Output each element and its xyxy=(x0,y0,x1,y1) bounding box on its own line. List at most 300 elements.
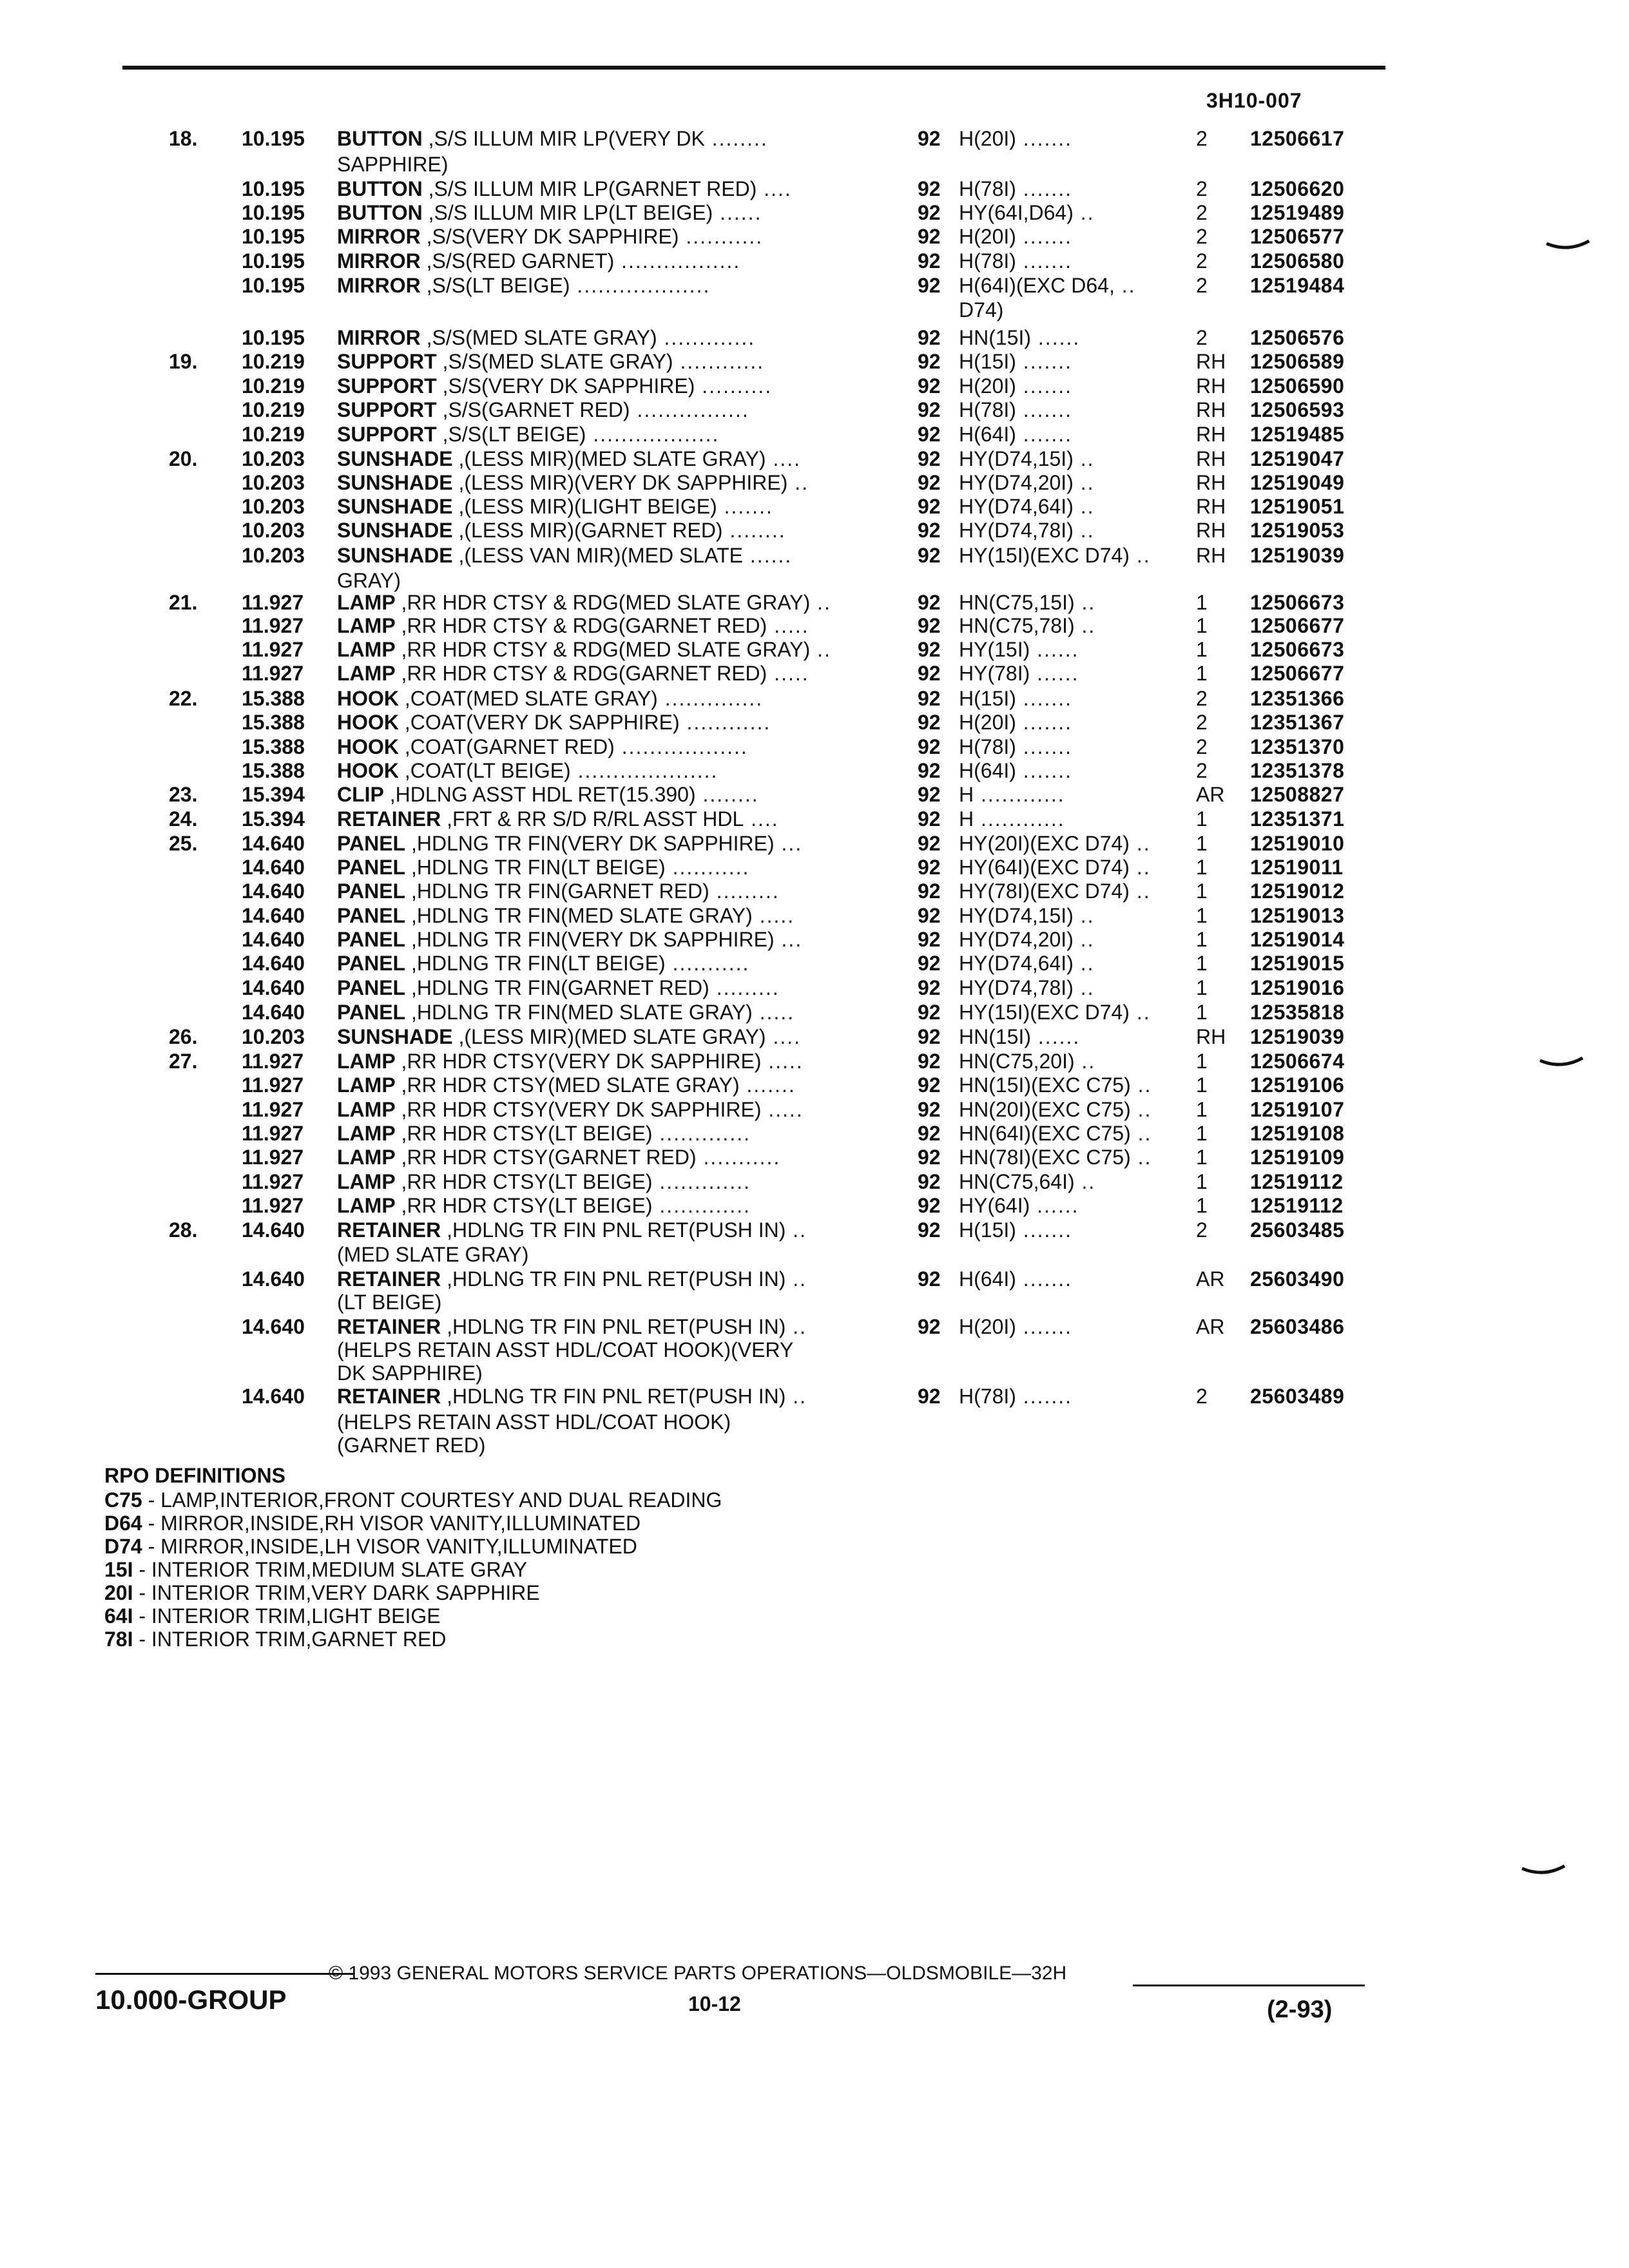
part-name: LAMP xyxy=(337,1170,396,1193)
quantity: 1 xyxy=(1196,1050,1208,1073)
part-detail: ,RR HDR CTSY & RDG(MED SLATE GRAY) xyxy=(395,638,811,661)
part-description xyxy=(337,398,749,422)
table-row xyxy=(0,735,1629,759)
leader-dots: ....... xyxy=(1016,225,1073,248)
quantity: RH xyxy=(1196,471,1226,494)
part-detail: ,(LESS MIR)(VERY DK SAPPHIRE) xyxy=(452,471,788,494)
part-number: 12519051 xyxy=(1250,495,1345,518)
part-detail: ,HDLNG TR FIN(GARNET RED) xyxy=(405,976,709,999)
usage-code xyxy=(959,518,1095,543)
leader-dots: .................. xyxy=(614,735,748,758)
leader-dots: .. xyxy=(1130,1122,1152,1145)
rpo-description: - INTERIOR TRIM,GARNET RED xyxy=(133,1628,447,1651)
usage-code xyxy=(959,273,1136,298)
part-description xyxy=(337,494,773,519)
part-detail: ,S/S ILLUM MIR LP(VERY DK xyxy=(422,127,705,150)
leader-dots: ...... xyxy=(1030,1194,1079,1217)
usage-code xyxy=(959,710,1072,735)
part-number: 12506673 xyxy=(1250,638,1345,661)
quantity: RH xyxy=(1196,398,1226,421)
group-number: 15.388 xyxy=(242,711,305,734)
part-description xyxy=(337,1024,801,1049)
quantity: 1 xyxy=(1196,807,1208,831)
part-detail: ,S/S(LT BEIGE) xyxy=(436,423,586,446)
usage-code-text: H xyxy=(959,807,974,831)
part-number: 12506677 xyxy=(1250,662,1345,685)
table-row xyxy=(0,298,1629,322)
usage-code-text: HY(78I) xyxy=(959,662,1030,685)
quantity: 2 xyxy=(1196,759,1208,782)
quantity: 2 xyxy=(1196,177,1208,200)
rpo-description: - MIRROR,INSIDE,RH VISOR VANITY,ILLUMINATED xyxy=(142,1512,641,1535)
part-name: SUPPORT xyxy=(337,374,437,398)
usage-code-text: H xyxy=(959,783,974,806)
usage-code-text: HN(C75,15I) xyxy=(959,591,1075,614)
model-year: 92 xyxy=(918,447,941,470)
group-number: 10.195 xyxy=(242,201,305,224)
leader-dots: .. xyxy=(1130,1073,1152,1097)
table-row xyxy=(0,1384,1629,1408)
quantity: 1 xyxy=(1196,662,1208,685)
leader-dots: ...... xyxy=(743,544,793,567)
model-year: 92 xyxy=(918,1122,941,1145)
usage-code-text: H(64I) xyxy=(959,423,1016,446)
usage-code-text: H(78I) xyxy=(959,177,1016,200)
part-name: LAMP xyxy=(337,638,396,661)
leader-dots: .. xyxy=(1129,879,1151,903)
model-year: 92 xyxy=(918,904,941,927)
quantity: RH xyxy=(1196,519,1226,542)
part-description xyxy=(337,1193,751,1218)
model-year: 92 xyxy=(918,614,941,637)
rpo-definition xyxy=(104,1628,446,1651)
group-number: 11.927 xyxy=(242,662,304,685)
part-name: PANEL xyxy=(337,856,406,879)
group-number: 11.927 xyxy=(242,1050,304,1073)
part-number: 12519053 xyxy=(1250,519,1345,542)
leader-dots: .. xyxy=(1073,952,1095,975)
table-row xyxy=(0,975,1629,1000)
table-row xyxy=(0,590,1629,615)
quantity: RH xyxy=(1196,423,1226,446)
leader-dots: ....... xyxy=(1016,398,1073,421)
model-year: 92 xyxy=(918,879,941,903)
usage-code-text: D74) xyxy=(959,298,1004,322)
rpo-definition xyxy=(104,1581,540,1604)
leader-dots: .. xyxy=(1130,1098,1152,1121)
usage-code xyxy=(959,590,1095,615)
group-number: 11.927 xyxy=(242,1146,304,1169)
part-number: 12351366 xyxy=(1250,687,1345,710)
part-name: BUTTON xyxy=(337,177,423,200)
part-description xyxy=(337,661,809,686)
leader-dots: ............. xyxy=(652,1170,751,1193)
part-description xyxy=(337,686,763,711)
part-detail: ,S/S(MED SLATE GRAY) xyxy=(420,326,657,349)
usage-code-text: HY(64I)(EXC D74) xyxy=(959,856,1130,879)
table-row xyxy=(0,1097,1629,1122)
table-row xyxy=(0,782,1629,807)
margin-tick-mark xyxy=(1545,240,1590,254)
part-detail: ,S/S(GARNET RED) xyxy=(436,398,630,421)
group-number: 10.203 xyxy=(242,447,305,470)
leader-dots: ......... xyxy=(709,976,780,999)
part-description xyxy=(337,126,768,151)
table-row xyxy=(0,855,1629,879)
part-detail: ,HDLNG TR FIN(GARNET RED) xyxy=(405,879,709,903)
table-row xyxy=(0,447,1629,471)
leader-dots: ....... xyxy=(1016,1267,1073,1291)
quantity: 1 xyxy=(1196,879,1208,903)
leader-dots: ............ xyxy=(673,350,765,373)
part-description xyxy=(337,152,448,177)
part-number: 12506677 xyxy=(1250,614,1345,637)
model-year: 92 xyxy=(918,127,941,150)
ref-number: 18. xyxy=(169,127,198,150)
part-detail: ,COAT(LT BEIGE) xyxy=(399,759,571,782)
model-year: 92 xyxy=(918,1194,941,1217)
ref-number: 21. xyxy=(169,591,198,614)
part-description xyxy=(337,1000,795,1024)
usage-code xyxy=(959,903,1095,928)
usage-code xyxy=(959,927,1095,952)
leader-dots: ........ xyxy=(695,783,759,806)
table-row xyxy=(0,200,1629,225)
usage-code xyxy=(959,177,1072,201)
part-number: 12351367 xyxy=(1250,711,1345,734)
leader-dots: ...... xyxy=(1030,662,1079,685)
part-name: MIRROR xyxy=(337,326,421,349)
rpo-code: 64I xyxy=(104,1604,133,1628)
rpo-description: - MIRROR,INSIDE,LH VISOR VANITY,ILLUMINATED xyxy=(142,1535,637,1558)
part-detail: ,(LESS MIR)(LIGHT BEIGE) xyxy=(452,495,717,518)
part-description xyxy=(337,1338,793,1362)
quantity: AR xyxy=(1196,783,1225,806)
part-detail: GRAY) xyxy=(337,569,401,592)
part-detail: DK SAPPHIRE) xyxy=(337,1361,483,1385)
leader-dots: ..... xyxy=(761,1098,804,1121)
leader-dots: ..... xyxy=(761,1050,804,1073)
group-number: 10.203 xyxy=(242,544,305,567)
leader-dots: ....... xyxy=(1016,1218,1073,1242)
model-year: 92 xyxy=(918,1170,941,1193)
part-number: 12508827 xyxy=(1250,783,1345,806)
leader-dots: .................. xyxy=(586,423,720,446)
usage-code xyxy=(959,249,1072,273)
leader-dots: ........... xyxy=(696,1146,781,1169)
leader-dots: .. xyxy=(1074,614,1096,637)
table-row xyxy=(0,1218,1629,1242)
usage-code xyxy=(959,831,1151,856)
part-description xyxy=(337,951,749,975)
quantity: RH xyxy=(1196,447,1226,470)
model-year: 92 xyxy=(918,1050,941,1073)
table-row xyxy=(0,374,1629,398)
rpo-description: - LAMP,INTERIOR,FRONT COURTESY AND DUAL READING xyxy=(142,1488,722,1512)
part-name: MIRROR xyxy=(337,249,421,273)
leader-dots: ....... xyxy=(1016,711,1073,734)
leader-dots: .. xyxy=(1074,1170,1096,1193)
usage-code-text: HN(78I)(EXC C75) xyxy=(959,1146,1131,1169)
part-detail: ,S/S ILLUM MIR LP(LT BEIGE) xyxy=(422,201,713,224)
usage-code xyxy=(959,325,1080,350)
part-name: LAMP xyxy=(337,1122,396,1145)
part-detail: ,RR HDR CTSY(LT BEIGE) xyxy=(395,1194,653,1217)
part-description xyxy=(337,879,780,903)
model-year: 92 xyxy=(918,1267,941,1291)
quantity: 1 xyxy=(1196,856,1208,879)
group-number: 11.927 xyxy=(242,1122,304,1145)
quantity: RH xyxy=(1196,374,1226,398)
part-description xyxy=(337,637,831,662)
rpo-definition xyxy=(104,1512,641,1535)
part-number: 12519112 xyxy=(1250,1170,1344,1193)
group-number: 10.203 xyxy=(242,495,305,518)
usage-code-text: HY(D74,78I) xyxy=(959,519,1074,542)
model-year: 92 xyxy=(918,952,941,975)
leader-dots: .. xyxy=(1073,447,1095,470)
table-row xyxy=(0,1267,1629,1291)
part-description xyxy=(337,782,759,807)
group-number: 14.640 xyxy=(242,976,305,999)
leader-dots: ................ xyxy=(630,398,749,421)
usage-code-text: HY(D74,15I) xyxy=(959,447,1074,470)
part-name: SUPPORT xyxy=(337,423,437,446)
part-number: 25603489 xyxy=(1250,1385,1345,1408)
part-name: LAMP xyxy=(337,1146,396,1169)
part-detail: ,S/S(VERY DK SAPPHIRE) xyxy=(436,374,695,398)
part-name: MIRROR xyxy=(337,225,421,248)
part-name: RETAINER xyxy=(337,1218,441,1242)
model-year: 92 xyxy=(918,1025,941,1048)
usage-code xyxy=(959,422,1072,447)
rpo-code: 15I xyxy=(104,1558,133,1581)
leader-dots: ............ xyxy=(974,783,1065,806)
part-detail: ,FRT & RR S/D R/RL ASST HDL xyxy=(441,807,744,831)
part-number: 12506673 xyxy=(1250,591,1345,614)
part-number: 12519039 xyxy=(1250,544,1345,567)
usage-code-text: HY(D74,64I) xyxy=(959,495,1074,518)
ref-number: 24. xyxy=(169,807,198,831)
leader-dots: .... xyxy=(744,807,779,831)
part-name: LAMP xyxy=(337,614,396,637)
part-name: RETAINER xyxy=(337,807,441,831)
ref-number: 26. xyxy=(169,1025,198,1048)
ref-number: 22. xyxy=(169,687,198,710)
leader-dots: ............. xyxy=(657,326,756,349)
quantity: 1 xyxy=(1196,1146,1208,1169)
model-year: 92 xyxy=(918,735,941,758)
table-row xyxy=(0,422,1629,447)
usage-code xyxy=(959,349,1072,374)
group-number: 10.219 xyxy=(242,350,305,373)
part-description xyxy=(337,374,772,398)
usage-code xyxy=(959,735,1072,759)
group-number: 14.640 xyxy=(242,952,305,975)
part-number: 12506617 xyxy=(1250,127,1345,150)
table-row xyxy=(0,398,1629,422)
quantity: 2 xyxy=(1196,1385,1208,1408)
rpo-code: 78I xyxy=(104,1628,133,1651)
group-number: 11.927 xyxy=(242,638,304,661)
part-description xyxy=(337,1242,529,1267)
part-description xyxy=(337,807,779,831)
group-number: 14.640 xyxy=(242,1385,305,1408)
usage-code xyxy=(959,1267,1072,1291)
part-number: 12519014 xyxy=(1250,928,1345,951)
leader-dots: ....... xyxy=(1016,735,1073,758)
part-detail: (HELPS RETAIN ASST HDL/COAT HOOK) xyxy=(337,1410,731,1434)
part-name: SUPPORT xyxy=(337,398,437,421)
usage-code-text: HN(15I)(EXC C75) xyxy=(959,1073,1131,1097)
table-row xyxy=(0,543,1629,568)
part-name: BUTTON xyxy=(337,127,423,150)
part-description xyxy=(337,543,792,568)
leader-dots: ..... xyxy=(752,904,795,927)
usage-code xyxy=(959,224,1072,249)
usage-code-text: HY(78I)(EXC D74) xyxy=(959,879,1130,903)
table-row xyxy=(0,568,1629,593)
usage-code xyxy=(959,1000,1151,1024)
table-row xyxy=(0,273,1629,298)
usage-code xyxy=(959,807,1065,831)
quantity: AR xyxy=(1196,1315,1225,1338)
part-number: 12506580 xyxy=(1250,249,1345,273)
part-number: 12351371 xyxy=(1250,807,1345,831)
usage-code xyxy=(959,855,1151,879)
part-detail: (LT BEIGE) xyxy=(337,1291,442,1314)
part-description xyxy=(337,224,763,249)
part-detail: ,RR HDR CTSY & RDG(GARNET RED) xyxy=(395,614,767,637)
part-name: LAMP xyxy=(337,591,396,614)
group-number: 10.203 xyxy=(242,471,305,494)
table-row xyxy=(0,177,1629,201)
part-name: LAMP xyxy=(337,1194,396,1217)
model-year: 92 xyxy=(918,249,941,273)
quantity: 1 xyxy=(1196,1098,1208,1121)
usage-code-text: H(20I) xyxy=(959,374,1016,398)
model-year: 92 xyxy=(918,976,941,999)
part-name: HOOK xyxy=(337,735,399,758)
leader-dots: ....... xyxy=(1016,1315,1073,1338)
usage-code-text: HN(C75,64I) xyxy=(959,1170,1075,1193)
model-year: 92 xyxy=(918,591,941,614)
part-number: 25603485 xyxy=(1250,1218,1345,1242)
group-number: 10.195 xyxy=(242,177,305,200)
part-detail: ,(LESS VAN MIR)(MED SLATE xyxy=(452,544,744,567)
leader-dots: ....... xyxy=(1016,423,1073,446)
usage-code xyxy=(959,543,1151,568)
part-number: 12351370 xyxy=(1250,735,1345,758)
margin-tick-mark xyxy=(1521,1865,1566,1879)
usage-code-text: HY(15I)(EXC D74) xyxy=(959,1001,1130,1024)
part-detail: ,RR HDR CTSY(VERY DK SAPPHIRE) xyxy=(395,1050,762,1073)
rpo-definition xyxy=(104,1604,441,1628)
model-year: 92 xyxy=(918,495,941,518)
leader-dots: .. xyxy=(1074,591,1096,614)
model-year: 92 xyxy=(918,711,941,734)
model-year: 92 xyxy=(918,225,941,248)
leader-dots: ....... xyxy=(1016,127,1073,150)
part-detail: ,HDLNG TR FIN(MED SLATE GRAY) xyxy=(405,904,753,927)
leader-dots: ................. xyxy=(614,249,741,273)
usage-code-text: H(64I) xyxy=(959,759,1016,782)
usage-code xyxy=(959,782,1065,807)
leader-dots: .. xyxy=(786,1385,807,1408)
leader-dots: ..... xyxy=(752,1001,795,1024)
usage-code xyxy=(959,1121,1152,1146)
usage-code xyxy=(959,200,1095,225)
leader-dots: ...... xyxy=(713,201,762,224)
usage-code-text: HY(D74,64I) xyxy=(959,952,1074,975)
part-number: 12519112 xyxy=(1250,1194,1344,1217)
usage-code-text: H(20I) xyxy=(959,711,1016,734)
usage-code-text: H(78I) xyxy=(959,1385,1016,1408)
usage-code xyxy=(959,374,1072,398)
part-description xyxy=(337,1384,807,1408)
usage-code xyxy=(959,879,1151,903)
part-detail: ,HDLNG TR FIN PNL RET(PUSH IN) xyxy=(441,1385,786,1408)
table-row xyxy=(0,927,1629,952)
leader-dots: .. xyxy=(1129,856,1151,879)
part-name: PANEL xyxy=(337,928,406,951)
model-year: 92 xyxy=(918,1146,941,1169)
quantity: RH xyxy=(1196,1025,1226,1048)
leader-dots: .. xyxy=(1073,471,1095,494)
quantity: 2 xyxy=(1196,711,1208,734)
usage-code xyxy=(959,1169,1095,1194)
usage-code xyxy=(959,298,1003,322)
part-name: LAMP xyxy=(337,662,396,685)
group-number: 14.640 xyxy=(242,904,305,927)
part-name: PANEL xyxy=(337,1001,406,1024)
part-number: 12519049 xyxy=(1250,471,1345,494)
model-year: 92 xyxy=(918,374,941,398)
table-row xyxy=(0,1433,1629,1457)
model-year: 92 xyxy=(918,759,941,782)
group-number: 11.927 xyxy=(242,591,304,614)
group-number: 10.203 xyxy=(242,519,305,542)
part-detail: (GARNET RED) xyxy=(337,1434,486,1457)
usage-code xyxy=(959,470,1095,495)
usage-code-text: HY(D74,20I) xyxy=(959,471,1074,494)
group-number: 15.388 xyxy=(242,759,305,782)
table-row xyxy=(0,686,1629,711)
leader-dots: .. xyxy=(1073,928,1095,951)
usage-code xyxy=(959,1024,1080,1049)
quantity: 1 xyxy=(1196,1122,1208,1145)
usage-code-text: HY(D74,20I) xyxy=(959,928,1074,951)
part-description xyxy=(337,1267,807,1291)
part-detail: ,RR HDR CTSY(GARNET RED) xyxy=(395,1146,697,1169)
usage-code-text: H(20I) xyxy=(959,225,1016,248)
part-description xyxy=(337,470,809,495)
part-name: RETAINER xyxy=(337,1267,441,1291)
leader-dots: ....... xyxy=(1016,249,1073,273)
group-number: 15.394 xyxy=(242,783,305,806)
model-year: 92 xyxy=(918,832,941,855)
group-number: 14.640 xyxy=(242,856,305,879)
part-detail: ,COAT(MED SLATE GRAY) xyxy=(399,687,658,710)
group-number: 11.927 xyxy=(242,1098,304,1121)
quantity: 2 xyxy=(1196,201,1208,224)
leader-dots: .. xyxy=(1129,544,1151,567)
usage-code xyxy=(959,661,1079,686)
ref-number: 25. xyxy=(169,832,198,855)
part-description xyxy=(337,518,786,543)
leader-dots: .. xyxy=(786,1315,807,1338)
part-number: 12519012 xyxy=(1250,879,1345,903)
